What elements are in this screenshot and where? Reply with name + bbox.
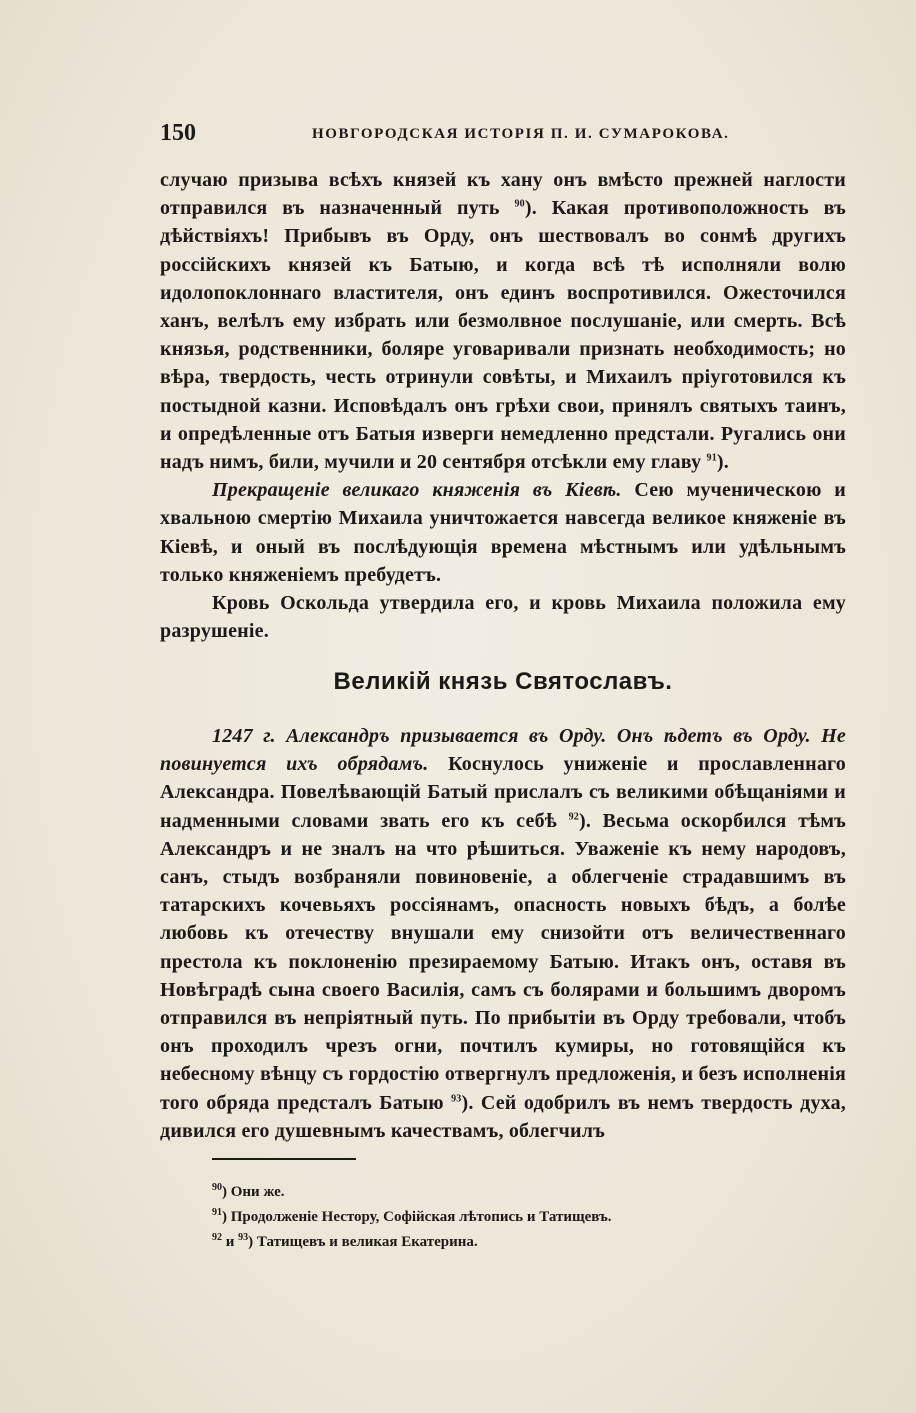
footnote-number: 93 [238,1232,249,1243]
page-header [160,120,850,144]
footnote-text: ) Татищевъ и великая Екатерина. [248,1234,478,1250]
footnote-91 [212,1205,832,1230]
paragraph-kiev [160,476,846,589]
footnote-ref-91: 91 [706,452,717,464]
footnote-text: и [222,1234,239,1250]
running-title: НОВГОРОДСКАЯ ИСТОРІЯ П. И. СУМАРОКОВА. [312,126,730,142]
footnotes [212,1180,832,1255]
marginal-heading: Прекращеніе великаго княженія въ Кіевѣ. [212,479,622,502]
paragraph-oskold [160,589,846,645]
main-text-block-1 [160,166,846,645]
paragraph-text: ). [716,451,729,474]
footnote-text: ) Они же. [222,1184,285,1200]
footnote-ref-93: 93 [451,1092,462,1104]
main-text-block-2 [160,722,846,1145]
footnote-number: 92 [212,1232,222,1243]
footnote-ref-92: 92 [568,810,579,822]
footnote-number: 90 [212,1182,222,1193]
paragraph-continuation [160,166,846,476]
footnote-number: 91 [212,1207,222,1218]
paragraph-text: случаю призыва всѣхъ князей къ хану онъ вмѣсто прежней наглости отправился въ назначенный путь [160,169,846,220]
footnote-92-93 [212,1230,832,1255]
footnote-text: ) Продолженіе Нестору, Софійская лѣтопись и Татищевъ. [222,1209,612,1225]
paragraph-text: ). Сей одобрилъ въ немъ твердость духа, дивился его душевнымъ качествамъ, облегчилъ [160,1091,846,1142]
paragraph-text: ). Весьма оскорбился тѣмъ Александръ и не зналъ на что рѣшиться. Уваженіе къ нему народовъ, санъ, стыдъ возбраняли повиновеніе, а облегченіе страдавшимъ въ татарскихъ кочевьяхъ россіянамъ, опасность новыхъ бѣдъ, а болѣе любовь къ отечеству внушали ему снизойти отъ величественнаго престола къ поклоненію презираемому Батыю. Итакъ онъ, оставя въ Новѣградѣ сына своего Василія, самъ съ болярами и большимъ дворомъ отправился въ непріятный путь. По прибытіи въ Орду требовали, чтобъ онъ проходилъ чрезъ огни, почтилъ кумиры, но готовящійся къ небесному вѣнцу съ гордостію отвергнулъ предложенія, и безъ исполненія того обряда предсталъ Батыю [160,809,847,1114]
paragraph-text: Сею мученическою и хвальною смертію Михаила уничтожается навсегда великое княженіе въ Кіевѣ, и оный въ послѣдующія времена мѣстнымъ или удѣльнымъ только княженіемъ пребудетъ. [160,479,846,586]
footnote-ref-90: 90 [514,198,525,210]
section-heading: Великій князь Святославъ. [333,668,673,695]
paragraph-text: ). Какая противоположность въ дѣйствіяхъ! Прибывъ въ Орду, онъ шествовалъ во сонмѣ другихъ россійскихъ князей къ Батыю, и когда всѣ тѣ исполняли волю идолопоклоннаго властителя, онъ единъ воспротивился. Ожесточился ханъ, велѣлъ ему избрать или безмолвное послушаніе, или смерть. Всѣ князья, родственники, боляре уговаривали признать необходимость; но вѣра, твердость, честь отринули совѣты, и Михаилъ пріуготовился къ постыдной казни. Исповѣдалъ онъ грѣхи свои, принялъ святыхъ таинъ, и опредѣленные отъ Батыя изверги немедленно предстали. Ругались они надъ нимъ, били, мучили и 20 сентября отсѣкли ему главу [160,197,846,474]
paragraph-alexander [160,722,846,1145]
paragraph-text: Кровь Оскольда утвердила его, и кровь Михаила положила ему разрушеніе. [160,592,846,643]
marginal-heading: 1247 г. Александръ призывается въ Орду. Онъ ѣдетъ въ Орду. Не повинуется ихъ обрядамъ. [160,725,846,776]
footnote-divider [212,1158,356,1160]
footnote-90 [212,1180,832,1205]
paragraph-text: Коснулось униженіе и прославленнаго Александра. Повелѣвающій Батый прислалъ съ великими обѣщаніями и надменными словами звать его къ себѣ [160,753,847,832]
page-number: 150 [160,120,196,146]
